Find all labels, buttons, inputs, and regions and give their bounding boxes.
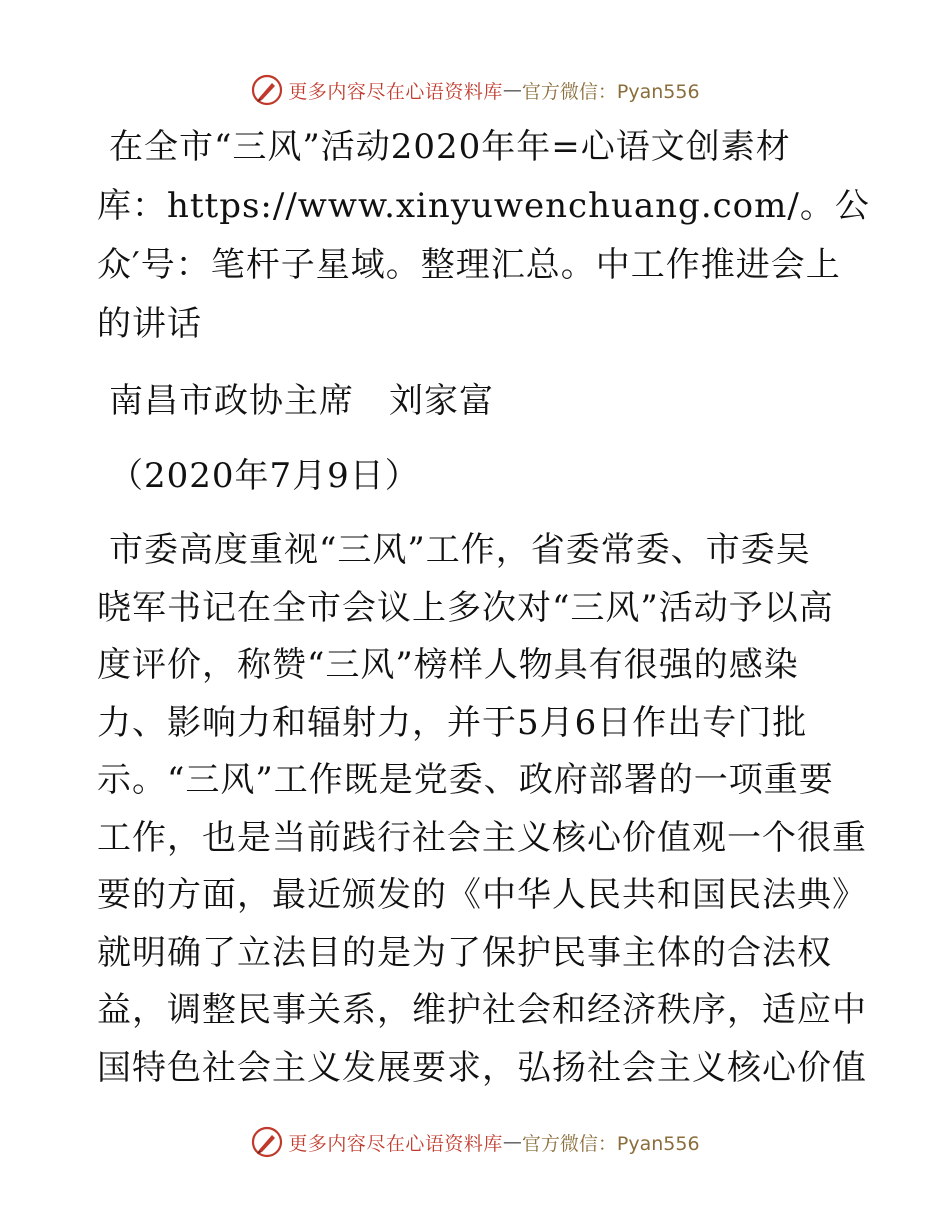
watermark-wechat: 官方微信：Pyan556	[521, 1132, 700, 1155]
paragraph-line: 国特色社会主义发展要求，弘扬社会主义核心价值	[97, 1047, 867, 1088]
document-body	[97, 118, 870, 1097]
title-line: 在全市“三风”活动2020年年=心语文创素材	[109, 127, 791, 167]
title-line: 众′号：笔杆子星域。整理汇总。中工作推进会上	[97, 245, 841, 285]
watermark-text: 更多内容尽在心语资料库	[288, 1132, 503, 1155]
header-watermark	[0, 70, 950, 110]
watermark-separator: —	[502, 1131, 522, 1153]
paragraph-line: 市委高度重视“三风”工作，省委常委、市委吴	[109, 530, 811, 570]
pen-logo-icon	[250, 73, 284, 107]
watermark-separator: —	[502, 79, 522, 101]
title-line: 库：https://www.xinyuwenchuang.com/。公	[97, 186, 870, 226]
paragraph-line: 示。“三风”工作既是党委、政府部署的一项重要	[97, 760, 834, 800]
title-line: 的讲话	[97, 304, 202, 344]
pen-logo-icon	[250, 1125, 284, 1159]
paragraph-line: 就明确了立法目的是为了保护民事主体的合法权	[97, 932, 832, 973]
document-title	[97, 118, 870, 354]
paragraph-line: 要的方面，最近颁发的《中华人民共和国民法典》	[97, 875, 867, 915]
watermark-wechat: 官方微信：Pyan556	[521, 80, 700, 103]
paragraph-line: 力、影响力和辐射力，并于5月6日作出专门批	[97, 702, 808, 743]
paragraph-line: 益，调整民事关系，维护社会和经济秩序，适应中	[97, 990, 867, 1030]
date-line: （2020年7月9日）	[109, 456, 420, 496]
body-paragraph	[97, 522, 867, 1097]
paragraph-line: 晓军书记在全市会议上多次对“三风”活动予以高	[97, 587, 834, 628]
watermark-text: 更多内容尽在心语资料库	[288, 80, 503, 103]
footer-watermark	[0, 1122, 950, 1162]
paragraph-line: 工作，也是当前践行社会主义核心价值观一个很重	[97, 817, 867, 858]
author-line: 南昌市政协主席 刘家富	[109, 381, 494, 421]
paragraph-line: 度评价，称赞“三风”榜样人物具有很强的感染	[97, 645, 799, 685]
